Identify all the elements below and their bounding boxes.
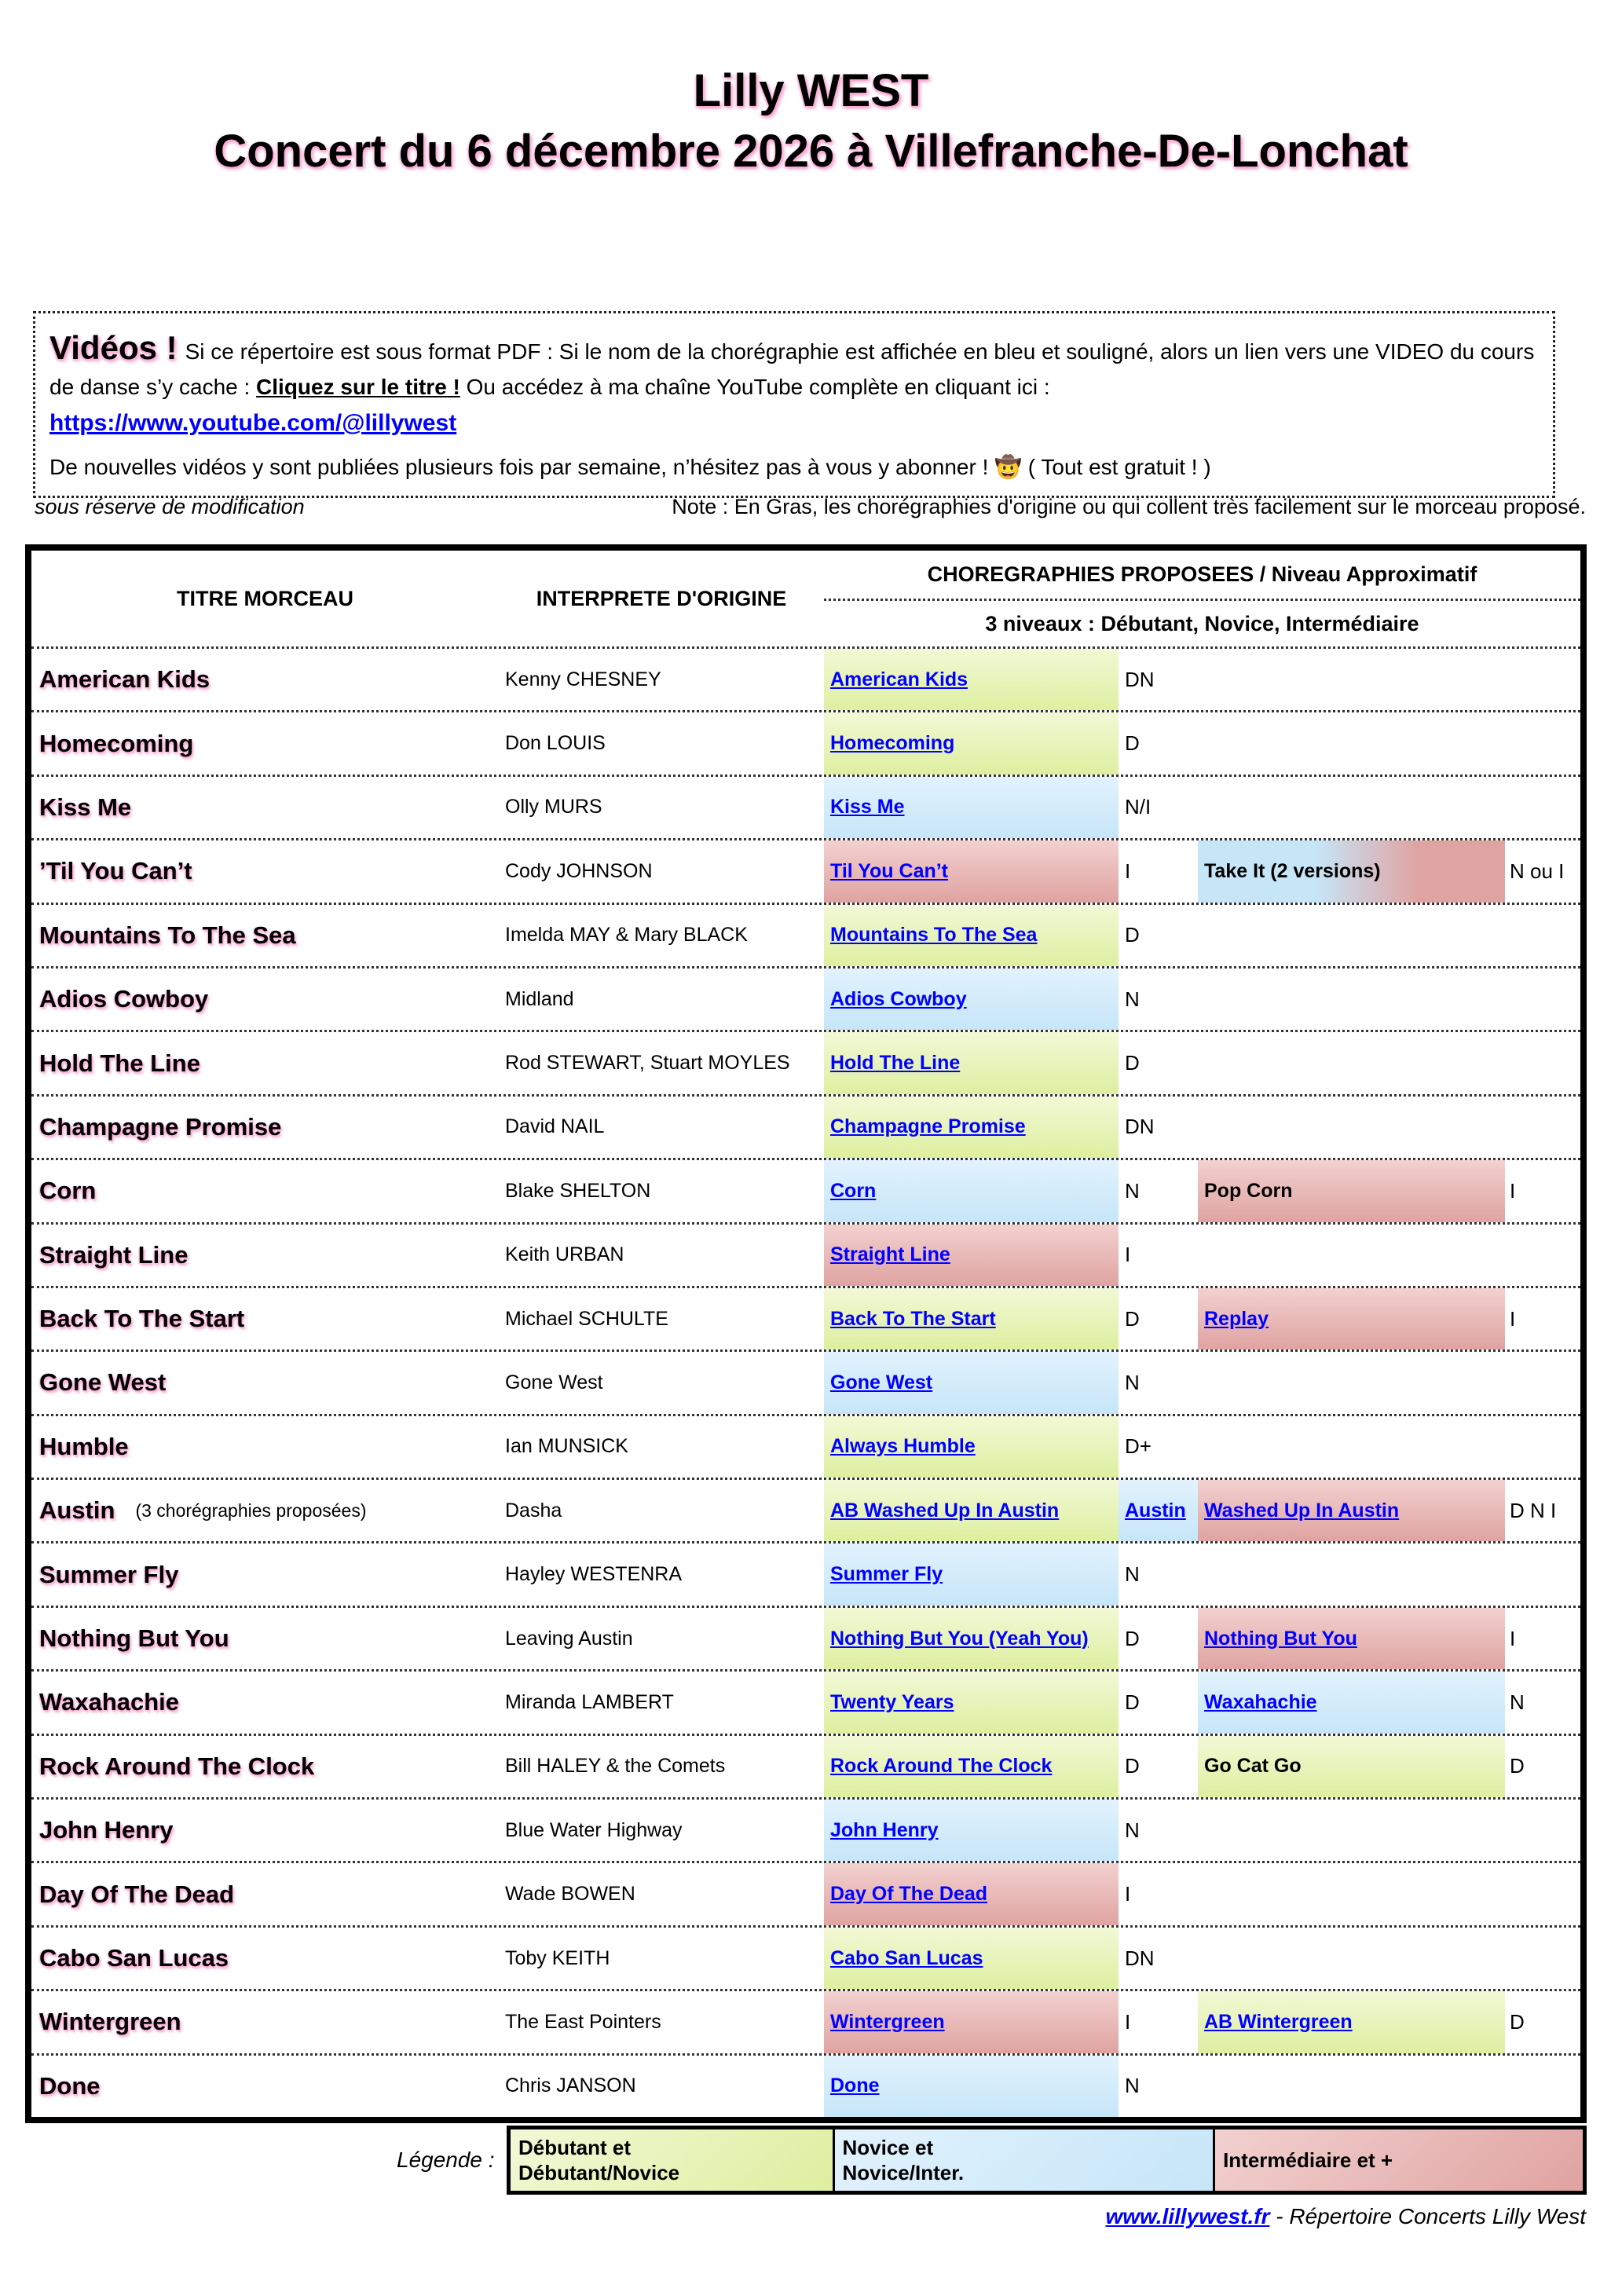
table-header bbox=[31, 551, 1580, 649]
choreo1-link[interactable]: Done bbox=[830, 2074, 880, 2097]
song-title: Austin bbox=[39, 1496, 115, 1525]
interpreter: Kenny CHESNEY bbox=[505, 668, 661, 690]
level2: I bbox=[1510, 1306, 1516, 1331]
choreo2-link[interactable]: Washed Up In Austin bbox=[1204, 1499, 1400, 1522]
level2: D bbox=[1510, 1754, 1525, 1778]
youtube-channel-link[interactable]: https://www.youtube.com/@lillywest bbox=[49, 410, 457, 437]
song-title: Summer Fly bbox=[39, 1560, 179, 1588]
level2 bbox=[1505, 1863, 1580, 1924]
level1-cell: N bbox=[1125, 1562, 1140, 1587]
choreo1-cell bbox=[824, 1863, 1119, 1924]
choreo1-link[interactable]: Til You Can’t bbox=[830, 859, 949, 882]
choreo1-link[interactable]: Homecoming bbox=[830, 732, 955, 755]
level2: N bbox=[1510, 1690, 1525, 1714]
choreo2-cell bbox=[1198, 1863, 1505, 1924]
level2 bbox=[1505, 1928, 1580, 1989]
interpreter: David NAIL bbox=[505, 1115, 605, 1138]
table-row bbox=[31, 777, 1580, 840]
footer bbox=[1105, 2204, 1586, 2229]
level1-cell: D bbox=[1125, 1754, 1140, 1778]
interpreter: Wade BOWEN bbox=[505, 1883, 635, 1906]
interpreter: Blake SHELTON bbox=[505, 1179, 651, 1202]
footer-text: - Répertoire Concerts Lilly West bbox=[1269, 2204, 1586, 2228]
interpreter: Blue Water Highway bbox=[505, 1818, 683, 1841]
choreo2-cell bbox=[1198, 2056, 1505, 2117]
choreo2-link[interactable]: AB Wintergreen bbox=[1204, 2010, 1353, 2033]
level1-cell: D bbox=[1125, 731, 1140, 756]
level1-cell: D bbox=[1125, 1051, 1140, 1075]
legend-table bbox=[507, 2126, 1587, 2195]
interpreter: Chris JANSON bbox=[505, 2074, 636, 2097]
interpreter: Imelda MAY & Mary BLACK bbox=[505, 924, 748, 947]
song-title-cell bbox=[31, 1928, 499, 1989]
choreo1-cell bbox=[824, 1672, 1119, 1733]
table-row bbox=[31, 1097, 1580, 1160]
level2: N ou I bbox=[1510, 859, 1565, 883]
videos-intro-text-1: Si ce répertoire est sous format PDF : Si le nom de la chorégraphie est affichée en bleu et souligné, alors un lien vers une VIDEO du cours de danse s’y cache : bbox=[49, 339, 1535, 399]
choreo1-link[interactable]: Twenty Years bbox=[830, 1690, 954, 1713]
table-row bbox=[31, 712, 1580, 776]
choreo2-link[interactable]: Nothing But You bbox=[1204, 1627, 1357, 1650]
choreo1-cell bbox=[824, 969, 1119, 1030]
level1-cell bbox=[1119, 1480, 1198, 1541]
legend-label: Légende : bbox=[397, 2148, 495, 2172]
song-title-cell bbox=[31, 1863, 499, 1924]
song-title: Rock Around The Clock bbox=[39, 1752, 315, 1780]
song-title: Gone West bbox=[39, 1368, 167, 1397]
song-title-cell bbox=[31, 969, 499, 1030]
song-title-cell bbox=[31, 840, 499, 902]
choreo2-cell bbox=[1198, 1608, 1505, 1669]
choreo1-link[interactable]: Day Of The Dead bbox=[830, 1883, 988, 1906]
song-title: Corn bbox=[39, 1177, 97, 1205]
table-body bbox=[31, 649, 1580, 2117]
level2 bbox=[1505, 1352, 1580, 1413]
choreo1-link[interactable]: Nothing But You (Yeah You) bbox=[830, 1627, 1089, 1650]
legend-item-green: Débutant et Débutant/Novice bbox=[511, 2129, 833, 2191]
song-title-cell bbox=[31, 1480, 499, 1541]
legend-item-blue: Novice et Novice/Inter. bbox=[833, 2129, 1214, 2191]
song-title: Humble bbox=[39, 1432, 129, 1460]
song-title-cell bbox=[31, 1991, 499, 2052]
choreo2-cell bbox=[1198, 1736, 1505, 1797]
choreo1-cell bbox=[824, 1416, 1119, 1478]
level2 bbox=[1505, 1097, 1580, 1158]
song-title-cell bbox=[31, 1736, 499, 1797]
level2 bbox=[1505, 777, 1580, 838]
interpreter: Dasha bbox=[505, 1499, 562, 1522]
choreo2-cell bbox=[1198, 1160, 1505, 1221]
choreo2-cell bbox=[1198, 840, 1505, 902]
choreo1-link[interactable]: Straight Line bbox=[830, 1243, 950, 1266]
page-title-line2: Concert du 6 décembre 2026 à Villefranche-De-Lonchat bbox=[214, 125, 1408, 177]
song-title: Nothing But You bbox=[39, 1624, 229, 1653]
choreo1-cell bbox=[824, 2056, 1119, 2117]
song-title-cell bbox=[31, 2056, 499, 2117]
choreo1-link[interactable]: Mountains To The Sea bbox=[830, 924, 1038, 947]
choreo1-cell bbox=[824, 905, 1119, 966]
level1-cell: I bbox=[1125, 2009, 1131, 2034]
videos-outro-text-1: De nouvelles vidéos y sont publiées plusieurs fois par semaine, n’hésitez pas à vous y abonner ! bbox=[49, 454, 995, 479]
table-row bbox=[31, 969, 1580, 1032]
song-title-cell bbox=[31, 1352, 499, 1413]
interpreter: Midland bbox=[505, 987, 574, 1010]
choreo1-cell bbox=[824, 777, 1119, 838]
song-title: Done bbox=[39, 2071, 101, 2100]
choreo2-cell bbox=[1198, 1800, 1505, 1861]
choreo1-link[interactable]: Summer Fly bbox=[830, 1563, 943, 1586]
choreo1-link[interactable]: Back To The Start bbox=[830, 1307, 996, 1330]
level1-cell: I bbox=[1125, 1243, 1131, 1267]
choreo2-cell bbox=[1198, 1352, 1505, 1413]
table-row bbox=[31, 1543, 1580, 1607]
song-title-cell bbox=[31, 1032, 499, 1093]
table-row bbox=[31, 905, 1580, 969]
table-row bbox=[31, 1863, 1580, 1927]
choreo2-cell bbox=[1198, 649, 1505, 710]
table-row bbox=[31, 1608, 1580, 1672]
song-title: Hold The Line bbox=[39, 1049, 200, 1077]
videos-intro bbox=[49, 324, 1539, 402]
level1-cell: I bbox=[1125, 859, 1131, 883]
header-interprete: INTERPRETE D'ORIGINE bbox=[536, 586, 787, 610]
level1-cell: N bbox=[1125, 987, 1140, 1011]
choreo1-link[interactable]: Wintergreen bbox=[830, 2010, 945, 2033]
choreo2-link[interactable]: Waxahachie bbox=[1204, 1690, 1317, 1713]
choreo1-cell bbox=[824, 1352, 1119, 1413]
videos-info-box bbox=[33, 311, 1555, 498]
choreo1-cell bbox=[824, 1160, 1119, 1221]
choreo1-link[interactable]: Cabo San Lucas bbox=[830, 1946, 983, 1969]
level2 bbox=[1505, 1800, 1580, 1861]
table-row bbox=[31, 1160, 1580, 1224]
interpreter: Michael SCHULTE bbox=[505, 1307, 668, 1330]
repertoire-table bbox=[25, 544, 1587, 2123]
level2 bbox=[1505, 1225, 1580, 1286]
choreo1-link[interactable]: Adios Cowboy bbox=[830, 987, 967, 1010]
level1-cell: D bbox=[1125, 1690, 1140, 1714]
table-row bbox=[31, 1225, 1580, 1288]
song-title: John Henry bbox=[39, 1816, 174, 1844]
header-titre-morceau: TITRE MORCEAU bbox=[177, 586, 353, 610]
choreo2-label: Take It (2 versions) bbox=[1204, 859, 1381, 882]
song-title-cell bbox=[31, 1225, 499, 1286]
interpreter: Bill HALEY & the Comets bbox=[505, 1755, 726, 1778]
choreo1-link[interactable]: Champagne Promise bbox=[830, 1115, 1026, 1138]
choreo2-cell bbox=[1198, 1672, 1505, 1733]
level2 bbox=[1505, 712, 1580, 774]
choreo1-link[interactable]: Kiss Me bbox=[830, 796, 905, 818]
choreo1-link[interactable]: Corn bbox=[830, 1179, 877, 1202]
song-title: Straight Line bbox=[39, 1240, 189, 1269]
choreo1-cell bbox=[824, 1736, 1119, 1797]
interpreter: Miranda LAMBERT bbox=[505, 1690, 674, 1713]
choreo2-cell bbox=[1198, 1543, 1505, 1605]
level2 bbox=[1505, 1032, 1580, 1093]
header-choregraphies-levels: 3 niveaux : Débutant, Novice, Intermédiaire bbox=[985, 611, 1419, 635]
table-row bbox=[31, 1800, 1580, 1863]
choreo2-cell bbox=[1198, 1032, 1505, 1093]
header-choregraphies bbox=[824, 551, 1580, 646]
interpreter: Hayley WESTENRA bbox=[505, 1563, 683, 1586]
legend-item-red: Intermédiaire et + bbox=[1213, 2129, 1583, 2191]
bold-note: Note : En Gras, les chorégraphies d'origine ou qui collent très facilement sur le morceau proposé. bbox=[672, 495, 1586, 518]
level1-cell: DN bbox=[1125, 1946, 1155, 1970]
choreo1-cell bbox=[824, 649, 1119, 710]
song-title-cell bbox=[31, 777, 499, 838]
choreo2-cell bbox=[1198, 1928, 1505, 1989]
choreo2-link[interactable]: Replay bbox=[1204, 1307, 1269, 1330]
level1-cell: DN bbox=[1125, 1115, 1155, 1139]
modification-note: sous réserve de modification bbox=[35, 495, 305, 518]
level2: D bbox=[1510, 2009, 1525, 2034]
choreo1-cell bbox=[824, 1097, 1119, 1158]
song-title: Adios Cowboy bbox=[39, 985, 209, 1013]
song-title: Champagne Promise bbox=[39, 1112, 282, 1141]
choreo1-link[interactable]: American Kids bbox=[830, 668, 968, 690]
level1-cell: D bbox=[1125, 1306, 1140, 1331]
level1-cell: N/I bbox=[1125, 795, 1152, 819]
table-row bbox=[31, 649, 1580, 712]
choreo2-cell bbox=[1198, 1225, 1505, 1286]
choreo2-cell bbox=[1198, 777, 1505, 838]
choreo1-link[interactable]: Always Humble bbox=[830, 1435, 976, 1458]
level1-cell: N bbox=[1125, 1370, 1140, 1394]
videos-cta: Cliquez sur le titre ! bbox=[256, 374, 460, 399]
choreo2-cell bbox=[1198, 712, 1505, 774]
level1-cell: DN bbox=[1125, 667, 1155, 691]
level2 bbox=[1505, 1543, 1580, 1605]
table-row bbox=[31, 1352, 1580, 1415]
song-title: American Kids bbox=[39, 665, 211, 694]
interpreter: Don LOUIS bbox=[505, 732, 606, 755]
song-title-cell bbox=[31, 1097, 499, 1158]
page-title-line1: Lilly WEST bbox=[693, 65, 929, 116]
level2 bbox=[1505, 2056, 1580, 2117]
level1-cell: N bbox=[1125, 2074, 1140, 2098]
song-title: Kiss Me bbox=[39, 793, 132, 821]
choreo1-cell bbox=[824, 1543, 1119, 1605]
choreo1-link[interactable]: AB Washed Up In Austin bbox=[830, 1499, 1060, 1522]
interpreter: Olly MURS bbox=[505, 796, 602, 818]
level1-cell: D bbox=[1125, 1626, 1140, 1650]
song-title-cell bbox=[31, 1608, 499, 1669]
table-row bbox=[31, 1991, 1580, 2055]
videos-heading: Vidéos ! bbox=[49, 329, 178, 366]
table-row bbox=[31, 1928, 1580, 1991]
choreo2-label: Pop Corn bbox=[1204, 1179, 1293, 1202]
choreo1-cell bbox=[824, 1225, 1119, 1286]
level1-cell: D+ bbox=[1125, 1434, 1152, 1459]
choreo1-link[interactable]: Hold The Line bbox=[830, 1052, 961, 1075]
choreo2-cell bbox=[1198, 1288, 1505, 1349]
level2 bbox=[1505, 905, 1580, 966]
choreo1-cell bbox=[824, 1800, 1119, 1861]
page-title bbox=[0, 61, 1622, 181]
choreo1-cell bbox=[824, 712, 1119, 774]
choreo1-cell bbox=[824, 1480, 1119, 1541]
song-title-cell bbox=[31, 1800, 499, 1861]
song-title-cell bbox=[31, 1672, 499, 1733]
videos-outro-text-2: ( Tout est gratuit ! ) bbox=[1022, 454, 1211, 479]
interpreter: Leaving Austin bbox=[505, 1627, 633, 1650]
choreo1-link[interactable]: Gone West bbox=[830, 1371, 933, 1393]
level1-cell: D bbox=[1125, 923, 1140, 947]
table-row bbox=[31, 1032, 1580, 1096]
song-title: Cabo San Lucas bbox=[39, 1944, 229, 1972]
level1-cell: N bbox=[1125, 1178, 1140, 1203]
table-row bbox=[31, 2056, 1580, 2117]
choreo2-cell bbox=[1198, 1416, 1505, 1478]
choreo2-cell bbox=[1198, 1991, 1505, 2052]
level2 bbox=[1505, 969, 1580, 1030]
footer-website-link[interactable]: www.lillywest.fr bbox=[1105, 2204, 1270, 2228]
cowboy-emoji: 🤠 bbox=[994, 454, 1022, 479]
choreo1-link[interactable]: John Henry bbox=[830, 1818, 939, 1841]
choreo1-cell bbox=[824, 1991, 1119, 2052]
song-note: (3 chorégraphies proposées) bbox=[135, 1500, 367, 1521]
table-row bbox=[31, 1672, 1580, 1735]
choreo1-cell bbox=[824, 1928, 1119, 1989]
choreo2-cell bbox=[1198, 1480, 1505, 1541]
song-title-cell bbox=[31, 1543, 499, 1605]
song-title: Homecoming bbox=[39, 729, 194, 757]
table-row bbox=[31, 840, 1580, 904]
song-title: Wintergreen bbox=[39, 2008, 181, 2036]
level2: I bbox=[1510, 1178, 1516, 1203]
song-title-cell bbox=[31, 1416, 499, 1478]
interpreter: Ian MUNSICK bbox=[505, 1435, 628, 1458]
song-title-cell bbox=[31, 649, 499, 710]
song-title: Back To The Start bbox=[39, 1305, 245, 1333]
song-title-cell bbox=[31, 712, 499, 774]
interpreter: Toby KEITH bbox=[505, 1946, 610, 1969]
table-row bbox=[31, 1416, 1580, 1480]
song-title: Mountains To The Sea bbox=[39, 921, 296, 949]
videos-outro bbox=[49, 452, 1539, 483]
header-choregraphies-title: CHOREGRAPHIES PROPOSEES / Niveau Approximatif bbox=[824, 551, 1580, 601]
table-row bbox=[31, 1480, 1580, 1543]
level2 bbox=[1505, 1416, 1580, 1478]
choreo2-cell bbox=[1198, 969, 1505, 1030]
table-row bbox=[31, 1288, 1580, 1352]
level2 bbox=[1505, 649, 1580, 710]
choreo1-cell bbox=[824, 1608, 1119, 1669]
level2: I bbox=[1510, 1626, 1516, 1650]
table-row bbox=[31, 1736, 1580, 1800]
song-title: Day Of The Dead bbox=[39, 1880, 235, 1908]
interpreter: The East Pointers bbox=[505, 2010, 661, 2033]
level2: D N I bbox=[1510, 1498, 1557, 1522]
level1-cell: I bbox=[1125, 1882, 1131, 1906]
song-title-cell bbox=[31, 905, 499, 966]
interpreter: Cody JOHNSON bbox=[505, 859, 653, 882]
choreo2-cell bbox=[1198, 905, 1505, 966]
song-title-cell bbox=[31, 1160, 499, 1221]
choreo1-link[interactable]: Rock Around The Clock bbox=[830, 1755, 1053, 1778]
choreo1-cell bbox=[824, 1288, 1119, 1349]
level1-cell: N bbox=[1125, 1818, 1140, 1842]
song-title: Waxahachie bbox=[39, 1688, 180, 1716]
videos-intro-text-2: Ou accédez à ma chaîne YouTube complète en cliquant ici : bbox=[460, 374, 1050, 399]
choreo2-cell bbox=[1198, 1097, 1505, 1158]
choreo1-cell bbox=[824, 840, 1119, 902]
song-title: ’Til You Can’t bbox=[39, 857, 192, 885]
interpreter: Gone West bbox=[505, 1371, 603, 1393]
song-title-cell bbox=[31, 1288, 499, 1349]
interpreter: Keith URBAN bbox=[505, 1243, 624, 1266]
choreo2-label: Go Cat Go bbox=[1204, 1755, 1302, 1778]
choreo1-cell bbox=[824, 1032, 1119, 1093]
interpreter: Rod STEWART, Stuart MOYLES bbox=[505, 1052, 790, 1075]
level1-link[interactable]: Austin bbox=[1125, 1499, 1186, 1522]
